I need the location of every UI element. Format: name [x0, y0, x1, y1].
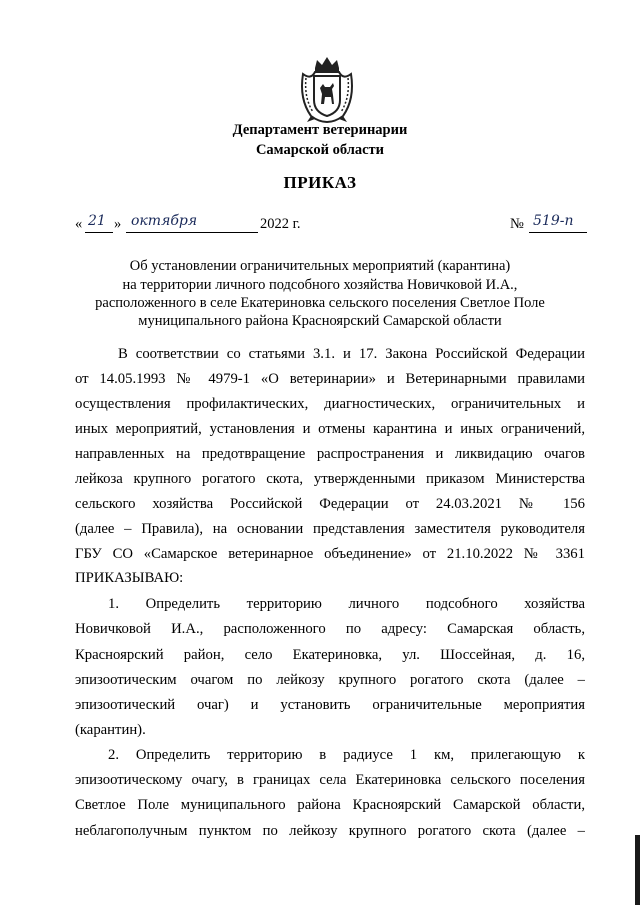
order-number-handwritten: 519-п [533, 213, 574, 229]
body-line: Новичковой И.А., расположенного по адресу: Самарская область, [75, 621, 585, 637]
body-line: эпизоотическим очагом по лейкозу крупного рогатого скота (далее – [75, 672, 585, 688]
body-line: иных мероприятий, установления и отмены карантина и иных ограничений, [75, 421, 585, 437]
body-line: лейкоза крупного рогатого скота, утвержденными приказом Министерства [75, 471, 585, 487]
subject-line-4: муниципального района Красноярский Самарской области [138, 313, 502, 329]
scan-edge-mark [635, 835, 640, 905]
body-line: эпизоотическому очагу, в границах села Екатериновка сельского поселения [75, 772, 585, 788]
date-month-handwritten: октября [131, 213, 198, 229]
body-line: (далее – Правила), на основании представления заместителя руководителя [75, 521, 585, 537]
body-line: Красноярский район, село Екатериновка, ул. Шоссейная, д. 16, [75, 647, 585, 663]
date-open-quote: « [75, 216, 83, 232]
body-line: осуществления профилактических, диагностических, ограничительных и [75, 396, 585, 412]
order-title: ПРИКАЗ [283, 173, 357, 192]
date-day-underline [85, 232, 113, 233]
subject-line-3: расположенного в селе Екатериновка сельского поселения Светлое Поле [95, 295, 545, 311]
samara-coat-of-arms-icon [297, 54, 357, 124]
body-line: сельского хозяйства Российской Федерации от 24.03.2021 № 156 [75, 496, 585, 512]
body-line: направленных на предотвращение распространения и ликвидацию очагов [75, 446, 585, 462]
date-close-quote: » [114, 216, 122, 232]
body-line: от 14.05.1993 № 4979-1 «О ветеринарии» и Ветеринарными правилами [75, 371, 585, 387]
body-line-item-2: 2. Определить территорию в радиусе 1 км, прилегающую к [108, 747, 585, 763]
body-line: Светлое Поле муниципального района Красноярский Самарской области, [75, 797, 585, 813]
date-month-underline [126, 232, 258, 233]
body-line-orders: ПРИКАЗЫВАЮ: [75, 570, 184, 586]
department-name-line2: Самарской области [255, 142, 385, 158]
order-number-prefix: № [510, 216, 524, 232]
department-name-line1: Департамент ветеринарии [232, 122, 408, 138]
body-line: (карантин). [75, 722, 146, 738]
body-line: эпизоотический очаг) и установить ограничительные мероприятия [75, 697, 585, 713]
body-line: неблагополучным пунктом по лейкозу крупного рогатого скота (далее – [75, 823, 585, 839]
subject-line-1: Об установлении ограничительных мероприятий (карантина) [129, 258, 511, 274]
date-year: 2022 г. [260, 216, 301, 232]
date-day-handwritten: 21 [88, 213, 106, 229]
body-line: В соответствии со статьями 3.1. и 17. Закона Российской Федерации [118, 346, 585, 362]
order-number-underline [529, 232, 587, 233]
body-line-item-1: 1. Определить территорию личного подсобного хозяйства [108, 596, 585, 612]
subject-line-2: на территории личного подсобного хозяйства Новичковой И.А., [122, 277, 518, 293]
body-line: ГБУ СО «Самарское ветеринарное объединение» от 21.10.2022 № 3361 [75, 546, 585, 562]
